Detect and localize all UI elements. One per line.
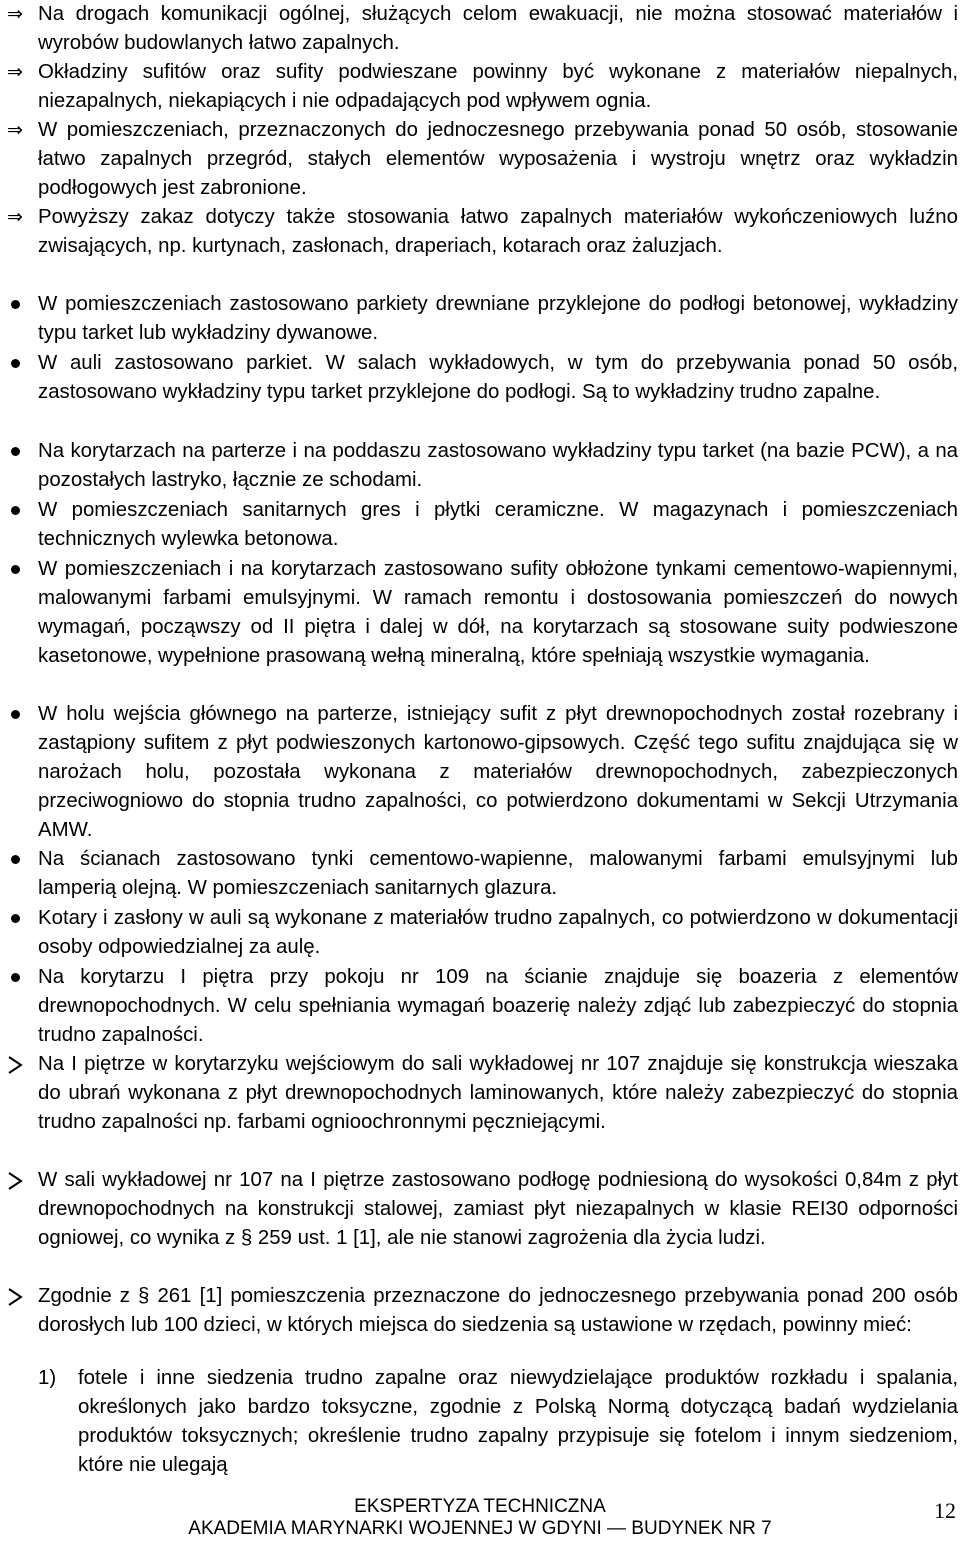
rightwards-double-arrow-icon: ⇒ [7,206,23,228]
bullet-dot-icon [0,290,30,319]
list-item-text: Okładziny sufitów oraz sufity podwieszane powinny być wykonane z materiałów niepalnych, niezapalnych, niekapiących i nie odpadających pod wpływem ognia. [38,61,958,112]
list-item-text: W pomieszczeniach zastosowano parkiety drewniane przyklejone do podłogi betonowej, wykładziny typu tarket lub wykładziny dywanowe. [38,293,958,344]
list-item-number: 1) [38,1367,57,1389]
list-item-text: Zgodnie z § 261 [1] pomieszczenia przeznaczone do jednoczesnego przebywania ponad 200 osób dorosłych lub 100 dzieci, w których miejsca do siedzenia są ustawione w rzędach, powinny mieć: [38,1285,958,1336]
bullet-dot-icon [0,904,30,933]
bullet-dot-icon [0,349,30,378]
rightwards-double-arrow-icon: ⇒ [7,119,23,141]
chevron-right-icon [0,1166,30,1195]
chevron-right-icon [0,1050,30,1079]
list-item-text: W sali wykładowej nr 107 na I piętrze zastosowano podłogę podniesioną do wysokości 0,84m z płyt drewnopochodnych na konstrukcji stalowej, zamiast płyt niezapalnych w klasie REI30 odporności ogniowej, co wynika z § 259 ust. 1 [1], ale nie stanowi zagrożenia dla życia ludzi. [38,1169,958,1249]
list-item-text: W pomieszczeniach, przeznaczonych do jednoczesnego przebywania ponad 50 osób, stosowanie łatwo zapalnych przegród, stałych elementów wyposażenia i wystroju wnętrz oraz wykładzin podłogowych jest zabronione. [38,119,958,199]
list-item-text: W holu wejścia głównego na parterze, istniejący sufit z płyt drewnopochodnych został rozebrany i zastąpiony sufitem z płyt podwieszonych kartonowo-gipsowych. Część tego sufitu znajdująca się w narożach holu, pozostała wykonana z materiałów drewnopochodnych, zabezpieczonych przeciwogniowo do stopnia trudno zapalności, co potwierdzono dokumentami w Sekcji Utrzymania AMW. [38,703,958,841]
list-item-text: Na ścianach zastosowano tynki cementowo-wapienne, malowanymi farbami emulsyjnymi lub lamperią olejną. W pomieszczeniach sanitarnych glazura. [38,848,958,899]
page-footer [0,1496,960,1542]
footer-title: EKSPERTYZA TECHNICZNA [354,1496,606,1517]
list-item-text: Powyższy zakaz dotyczy także stosowania łatwo zapalnych materiałów wykończeniowych luźno zwisających, np. kurtynach, zasłonach, draperiach, kotarach oraz żaluzjach. [38,206,958,257]
bullet-dot-icon [0,437,30,466]
list-item-text: Kotary i zasłony w auli są wykonane z materiałów trudno zapalnych, co potwierdzono w dokumentacji osoby odpowiedzialnej za aulę. [38,907,958,958]
list-item-text: fotele i inne siedzenia trudno zapalne oraz niewydzielające produktów rozkładu i spalania, określonych jako bardzo toksyczne, zgodnie z Polską Normą dotyczącą badań wydzielania produktów toksycznych; określenie trudno zapalny przypisuje się fotelom i innym siedzeniom, które nie ulegają [78,1367,958,1476]
rightwards-double-arrow-icon: ⇒ [7,3,23,25]
list-item-text: W auli zastosowano parkiet. W salach wykładowych, w tym do przebywania ponad 50 osób, zastosowano wykładziny typu tarket przyklejone do podłogi. Są to wykładziny trudno zapalne. [38,352,958,403]
rightwards-double-arrow-icon: ⇒ [7,61,23,83]
list-item-text: Na korytarzu I piętra przy pokoju nr 109 na ścianie znajduje się boazeria z elementów drewnopochodnych. W celu spełniania wymagań boazerię należy zdjąć lub zabezpieczyć do stopnia trudno zapalności. [38,966,958,1046]
bullet-dot-icon [0,496,30,525]
bullet-dot-icon [0,555,30,584]
list-item-text: Na korytarzach na parterze i na poddaszu zastosowano wykładziny typu tarket (na bazie PCW), a na pozostałych lastryko, łącznie ze schodami. [38,440,958,491]
bullet-dot-icon [0,845,30,874]
list-item-text: Na drogach komunikacji ogólnej, służących celom ewakuacji, nie można stosować materiałów i wyrobów budowlanych łatwo zapalnych. [38,3,958,54]
bullet-dot-icon [0,963,30,992]
chevron-right-icon [0,1282,30,1311]
footer-institution: AKADEMIA MARYNARKI WOJENNEJ W GDYNI — BUDYNEK NR 7 [188,1518,772,1539]
page-number: 12 [934,1498,956,1523]
list-item-text: W pomieszczeniach i na korytarzach zastosowano sufity obłożone tynkami cementowo-wapiennymi, malowanymi farbami emulsyjnymi. W ramach remontu i dostosowania pomieszczeń do nowych wymagań, począwszy od II piętra i dalej w dół, na korytarzach są stosowane suity podwieszone kasetonowe, wypełnione prasowaną wełną mineralną, które spełniają wszystkie wymagania. [38,558,958,667]
list-item-text: Na I piętrze w korytarzyku wejściowym do sali wykładowej nr 107 znajduje się konstrukcja wieszaka do ubrań wykonana z płyt drewnopochodnych laminowanych, które należy zabezpieczyć do stopnia trudno zapalności np. farbami ognioochronnymi pęczniejącymi. [38,1053,958,1133]
bullet-dot-icon [0,700,30,729]
list-item-text: W pomieszczeniach sanitarnych gres i płytki ceramiczne. W magazynach i pomieszczeniach technicznych wylewka betonowa. [38,499,958,550]
